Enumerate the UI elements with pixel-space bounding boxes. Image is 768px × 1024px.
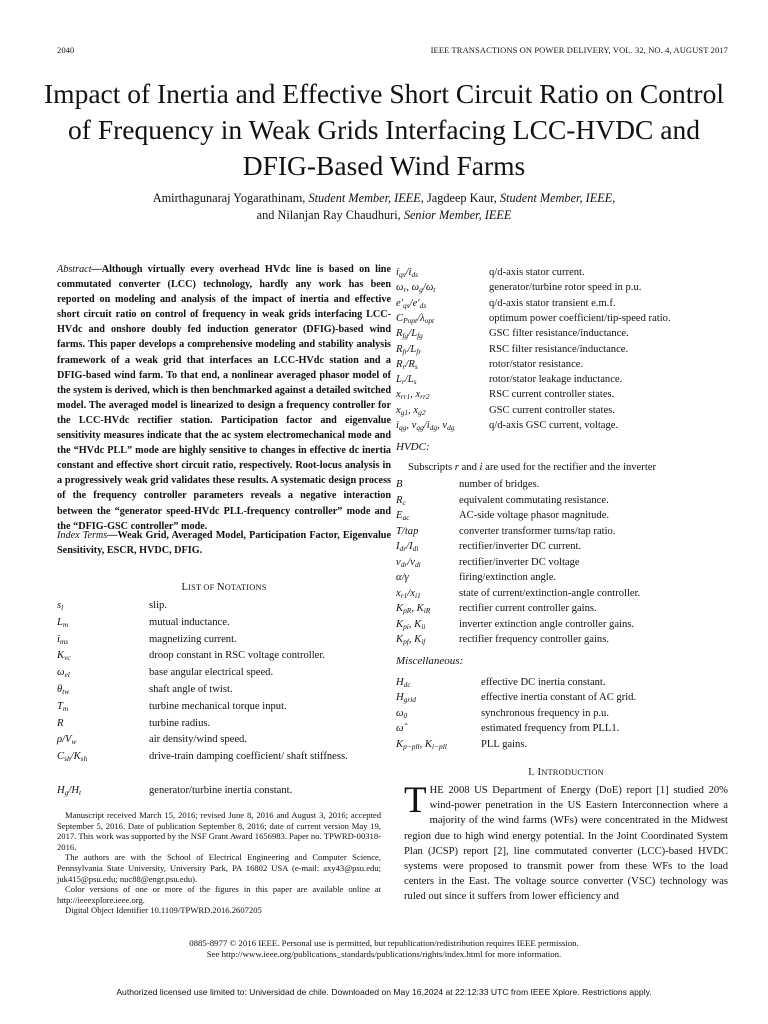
notation-symbol: $H_{dc}$ <box>396 677 411 689</box>
notation-symbol: $L_m$ <box>57 616 69 629</box>
notation-definition: droop constant in RSC voltage controller. <box>149 650 325 662</box>
notation-symbol: $K_{pR}$, $K_{iR}$ <box>396 603 431 615</box>
notation-symbol: $\theta_{tw}$ <box>57 684 70 696</box>
notation-symbol: $\omega_{el}$ <box>57 667 70 680</box>
notation-symbol: $\omega_r$, $\omega_g/\omega_t$ <box>396 282 436 295</box>
notation-definition: q/d-axis GSC current, voltage. <box>489 420 619 431</box>
notation-symbol: $i_{qg}$, $v_{qg}/i_{dg}$, $v_{dg}$ <box>396 420 455 432</box>
abstract-text: —Although virtually every overhead HVdc line is based on line commutated converter (LCC) technology, hardly any work has been reported on modeling and analysis of the impact of inertia and effective short circuit ratio on control of frequency in weak grids interfacing LCC-HVdc and onshore doubly fed induction generator (DFIG)-based wind farms. This paper develops a comprehensive modeling and stability analysis framework of a weak grid that interfaces an LCC-HVdc station and a DFIG-based wind farm. To that end, a nonlinear averaged phasor model of the system is derived, which is then benchmarked against a detailed switched model. The averaged model is linearized to design a frequency controller for the LCC-HVdc rectifier station. Participation factor and eigenvalue sensitivity measures indicate that the ac system electromechanical mode and the “HVdc PLL” mode are highly sensitive to changes in effective dc inertia constant and effective short circuit ratio, respectively. Root-locus analysis in a progressively weak grid validates these results. A systematic design process of the frequency controller parameters reveals a negative interaction between the “generator speed-HVdc PLL-frequency controller” mode and the “DFIG-GSC controller” mode. <box>57 264 391 532</box>
notation-definition: firing/extinction angle. <box>459 572 557 583</box>
notation-definition: drive-train damping coefficient/ shaft stiffness. <box>149 751 348 763</box>
notation-definition: air density/wind speed. <box>149 734 247 746</box>
notation-symbol: $\omega_0$ <box>396 707 408 720</box>
abstract <box>57 262 391 534</box>
notation-symbol: $R_c$ <box>396 494 406 507</box>
notation-symbol: $v_{dr}/v_{di}$ <box>396 556 421 569</box>
index-terms-text: —Weak Grid, Averaged Model, Participation Factor, Eigenvalue Sensitivity, ESCR, HVDC, DFIG. <box>57 530 391 557</box>
author-3-role: Senior Member, IEEE <box>403 208 512 222</box>
notation-symbol: $i_{ms}$ <box>57 633 69 646</box>
notation-symbol: $x_{r1}/x_{i1}$ <box>396 587 421 600</box>
notation-symbol: $\rho/V_w$ <box>57 734 77 747</box>
notation-symbol: $x_{g1}$, $x_{g2}$ <box>396 404 426 417</box>
notations-heading: LIST OF NOTATIONS <box>181 582 267 593</box>
misc-heading: Miscellaneous: <box>396 655 464 667</box>
notation-definition: RSC filter resistance/inductance. <box>489 343 629 355</box>
notation-symbol: B <box>396 479 403 490</box>
notation-definition: rotor/stator leakage inductance. <box>489 374 623 386</box>
author-1-role: Student Member, IEEE <box>308 191 421 205</box>
author-list <box>60 190 708 224</box>
notation-definition: optimum power coefficient/tip-speed ratio. <box>489 312 671 324</box>
author-2-name: , Jagdeep Kaur, <box>420 191 500 205</box>
notation-definition: base angular electrical speed. <box>149 667 274 679</box>
notation-definition: inverter extinction angle controller gains. <box>459 618 635 630</box>
notation-symbol: $K_{pf}$, $K_{if}$ <box>396 634 426 646</box>
notation-definition: number of bridges. <box>459 479 540 490</box>
notation-symbol: $R_{fg}/L_{fg}$ <box>396 328 423 341</box>
notation-definition: q/d-axis stator transient e.m.f. <box>489 297 616 309</box>
intro-paragraph <box>404 780 728 905</box>
notation-symbol: T/tap <box>396 525 419 537</box>
notation-definition: turbine radius. <box>149 717 211 729</box>
notation-symbol: $K_{pi}$, $K_{ii}$ <box>396 618 426 631</box>
notation-definition: slip. <box>149 600 167 611</box>
notation-definition: effective DC inertia constant. <box>481 677 606 688</box>
notation-symbol: $K_{vc}$ <box>57 650 71 663</box>
notation-definition: rectifier current controller gains. <box>459 603 597 614</box>
hvdc-note: Subscripts r and i are used for the rectifier and the inverter <box>408 462 656 473</box>
notation-definition: GSC current controller states. <box>489 404 615 416</box>
notation-symbol: $K_{p-pll}$, $K_{i-pll}$ <box>396 738 447 751</box>
index-terms <box>57 528 391 558</box>
notation-definition: estimated frequency from PLL1. <box>481 723 620 735</box>
notation-definition: equivalent commutating resistance. <box>459 494 609 506</box>
notation-definition: AC-side voltage phasor magnitude. <box>459 510 610 521</box>
notation-symbol: $i_{qs}/i_{ds}$ <box>396 267 419 279</box>
page-number: 2040 <box>57 45 75 55</box>
notation-symbol: $C_{sh}/K_{sh}$ <box>57 751 88 764</box>
notation-definition: synchronous frequency in p.u. <box>481 707 609 719</box>
notation-definition: shaft angle of twist. <box>149 684 233 695</box>
author-1-name: Amirthagunaraj Yogarathinam, <box>152 191 309 205</box>
notation-definition: q/d-axis stator current. <box>489 267 585 278</box>
notation-definition: GSC filter resistance/inductance. <box>489 328 629 340</box>
notation-definition: generator/turbine rotor speed in p.u. <box>489 282 642 294</box>
footnote-manuscript: Manuscript received March 15, 2016; revised June 8, 2016 and August 3, 2016; accepted September 5, 2016. Date of publication September 8, 2016; date of current version May 19, 2017. This work was supported by the NSF Grant Award 1656983. Paper no. TPWRD-00318-2016. <box>57 810 381 852</box>
intro-dropcap: T <box>404 780 427 821</box>
notation-definition: converter transformer turns/tap ratio. <box>459 525 616 537</box>
notation-symbol: α/γ <box>396 572 409 583</box>
footnote-color: Color versions of one or more of the figures in this paper are available online at http://ieeexplore.ieee.org. <box>57 884 381 905</box>
notation-symbol: $C_{Popt}/\lambda_{opt}$ <box>396 312 435 325</box>
notation-definition: turbine mechanical torque input. <box>149 700 287 712</box>
notation-symbol: $L_r/L_s$ <box>396 374 417 387</box>
notation-definition: mutual inductance. <box>149 616 230 628</box>
notation-symbol: $R_r/R_s$ <box>396 358 418 371</box>
notation-definition: rectifier frequency controller gains. <box>459 634 610 645</box>
intro-text: HE 2008 US Department of Energy (DoE) report [1] studied 20% wind-power penetration in the US Eastern Interconnection where a majority of the wind farms (WFs) were concentrated in the Midwest region due to high wind energy potential. In the Joint Coordinated System Plan (JCSP) report [2], line commutated converter (LCC)-based HVDC systems were proposed to transmit power from these WFs to the load centers in the East. The voltage source converter (VSC) technology was ruled out since it suffers from lower efficiency and <box>404 785 728 903</box>
authorized-use-notice: Authorized licensed use limited to: Universidad de chile. Downloaded on May 16,2024 at 22:12:33 UTC from IEEE Xplore. Restrictions apply. <box>116 987 652 997</box>
notation-symbol: $e'_{qs}/e'_{ds}$ <box>396 297 427 310</box>
hvdc-heading: HVDC: <box>396 441 430 453</box>
notation-definition: magnetizing current. <box>149 633 237 645</box>
journal-header: IEEE TRANSACTIONS ON POWER DELIVERY, VOL. 32, NO. 4, AUGUST 2017 <box>430 45 728 55</box>
copyright-notice <box>40 938 728 960</box>
author-3-name: and Nilanjan Ray Chaudhuri, <box>256 208 404 222</box>
notation-definition: PLL gains. <box>481 738 528 750</box>
footnote-affiliation: The authors are with the School of Electrical Engineering and Computer Science, Pennsylvania State University, University Park, PA 16802 USA (e-mail: axy43@psu.edu; juk415@psu.edu; nuc88@engr.psu.edu). <box>57 852 381 884</box>
notation-definition: rotor/stator resistance. <box>489 358 584 370</box>
notation-symbol: $E_{ac}$ <box>396 510 410 522</box>
notation-symbol: $H_g/H_t$ <box>57 784 82 797</box>
copyright-line-1: 0885-8977 © 2016 IEEE. Personal use is permitted, but republication/redistribution requires IEEE permission. <box>189 938 579 948</box>
index-terms-label: Index Terms <box>57 530 108 541</box>
copyright-line-2: See http://www.ieee.org/publications_standards/publications/rights/index.html for more information. <box>206 949 562 959</box>
notation-symbol: $H_{grid}$ <box>396 692 417 705</box>
notation-definition: effective inertia constant of AC grid. <box>481 692 637 704</box>
abstract-label: Abstract <box>57 264 92 275</box>
notation-definition: rectifier/inverter DC current. <box>459 541 582 552</box>
notation-symbol: $x_{rr1}$, $x_{rr2}$ <box>396 389 430 402</box>
paper-title: Impact of Inertia and Effective Short Circuit Ratio on Control of Frequency in Weak Grids Interfacing LCC-HVDC and DFIG-Based Wind Farms <box>44 78 724 181</box>
footnote <box>57 810 381 916</box>
notation-symbol: $I_{dr}/I_{di}$ <box>396 541 419 553</box>
notation-symbol: R <box>57 717 64 729</box>
notation-definition: state of current/extinction-angle controller. <box>459 587 641 599</box>
notation-symbol: $T_m$ <box>57 700 69 713</box>
notation-definition: generator/turbine inertia constant. <box>149 784 293 796</box>
notation-symbol: $s_l$ <box>57 600 64 612</box>
author-2-role: Student Member, IEEE, <box>499 191 616 205</box>
notation-symbol: $R_{fr}/L_{fr}$ <box>396 343 422 356</box>
intro-heading: I. INTRODUCTION <box>528 767 604 778</box>
notation-symbol: ω̂ <box>396 723 404 735</box>
notation-definition: rectifier/inverter DC voltage <box>459 556 580 568</box>
notation-definition: RSC current controller states. <box>489 389 615 401</box>
footnote-doi: Digital Object Identifier 10.1109/TPWRD.2016.2607205 <box>65 905 262 916</box>
